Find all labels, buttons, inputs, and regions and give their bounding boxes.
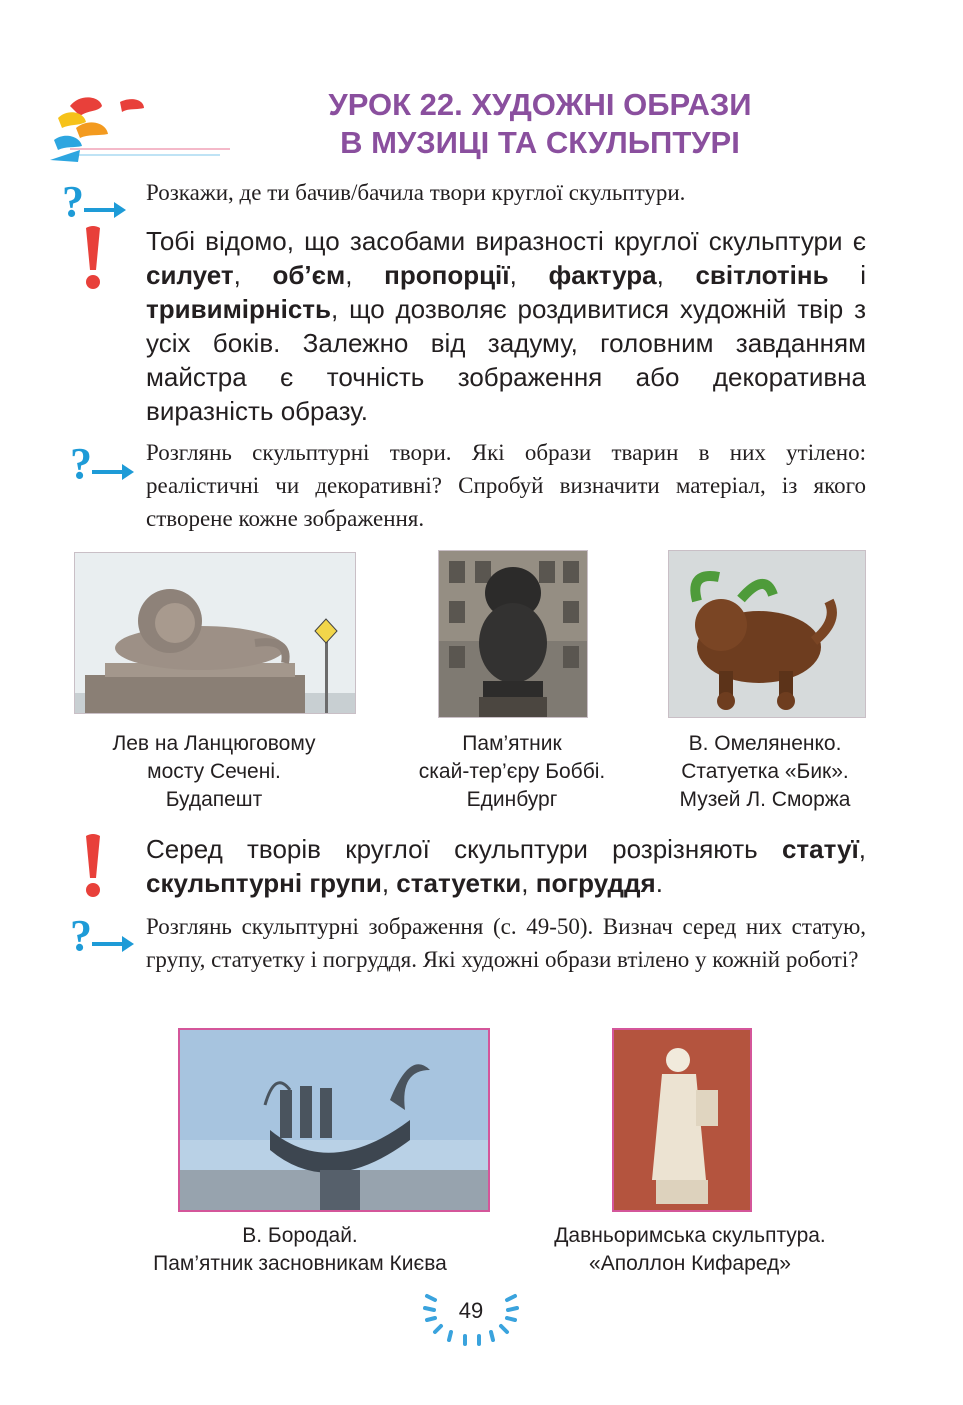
apollo-statue-photo: [612, 1028, 752, 1212]
question-3-text: Розглянь скульптурні зображення (с. 49-50). Визнач серед них статую, групу, статуетку і погруддя. Які художні образи втілено у кожній роботі?: [146, 914, 866, 972]
question-arrow-icon: [70, 438, 140, 488]
info-2-paragraph: Серед творів круглої скульптури розрізняють статуї, скульптурні групи, статуетки, погруддя.: [146, 834, 866, 898]
question-1-text: Розкажи, де ти бачив/бачила твори круглої скульптури.: [146, 180, 686, 205]
exclamation-icon: [78, 224, 108, 294]
caption-lion: Лев на Ланцюговому мосту Сечені. Будапешт: [112, 732, 316, 811]
caption-bull: В. Омеляненко. Статуетка «Бик». Музей Л. Сморжа: [679, 732, 851, 811]
svg-text:?: ?: [70, 439, 92, 488]
page-number: 49: [458, 1298, 484, 1323]
caption-apollo: Давньоримська скульптура. «Аполлон Кифаред»: [554, 1224, 826, 1275]
kyiv-founders-monument-photo: [178, 1028, 490, 1212]
svg-text:?: ?: [70, 911, 92, 960]
lesson-title-line2: В МУЗИЦІ ТА СКУЛЬПТУРІ: [340, 125, 740, 160]
svg-text:?: ?: [62, 177, 84, 226]
caption-dog: Пам’ятник скай-тер’єру Боббі. Единбург: [418, 732, 606, 811]
caption-kyiv-founders: В. Бородай. Пам’ятник засновникам Києва: [153, 1224, 447, 1275]
bull-statuette-photo: [668, 550, 866, 718]
dog-monument-photo: [438, 550, 588, 718]
lion-sculpture-photo: [74, 552, 356, 714]
exclamation-icon: [78, 832, 108, 902]
question-arrow-icon: [70, 910, 140, 960]
lesson-title-line1: УРОК 22. ХУДОЖНІ ОБРАЗИ: [328, 87, 752, 122]
question-arrow-icon: [62, 176, 132, 226]
info-1-paragraph: Тобі відомо, що засобами виразності круглої скульптури є силует, об’єм, пропорції, фактура, світлотінь і тривимірність, що дозволяє роздивитися художній твір з усіх боків. Залежно від задуму, головним завданням майстра є точність зображення або декоративна виразність образу.: [146, 226, 867, 426]
question-2-text: Розглянь скульптурні твори. Які образи тварин в них утілено: реалістичні чи декоративні? Спробуй визначити матеріал, із якого створене кожне зображення.: [146, 440, 866, 531]
lesson-logo-icon: [40, 88, 240, 178]
